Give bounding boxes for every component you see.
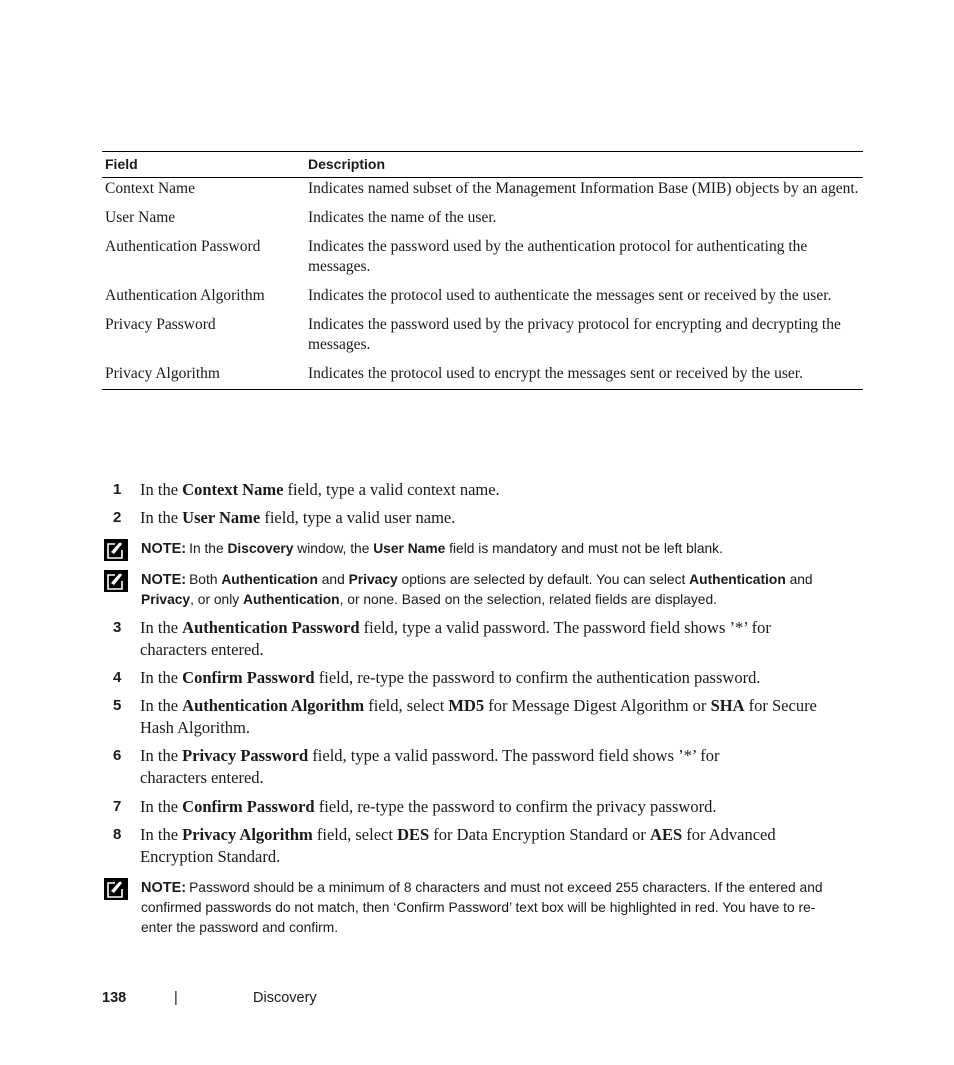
emphasis-term: AES xyxy=(650,825,683,844)
step-number: 7 xyxy=(113,798,122,815)
header-description: Description xyxy=(305,152,863,178)
emphasis-term: Authentication xyxy=(243,592,340,607)
emphasis-term: MD5 xyxy=(448,696,485,715)
emphasis-term: User Name xyxy=(182,508,261,527)
note-label: NOTE: xyxy=(141,572,187,588)
table-row xyxy=(102,207,863,236)
step-number: 8 xyxy=(113,826,122,843)
table-row xyxy=(102,314,863,363)
step-number: 1 xyxy=(113,481,122,498)
emphasis-term: Authentication Password xyxy=(182,618,360,637)
page-number: 138 xyxy=(102,990,127,1006)
field-cell: User Name xyxy=(105,209,176,226)
field-cell: Privacy Algorithm xyxy=(102,363,305,390)
note-body: In the Discovery window, the User Name field is mandatory and must not be left blank. xyxy=(189,541,723,556)
emphasis-term: Confirm Password xyxy=(182,797,315,816)
emphasis-term: Privacy xyxy=(348,572,398,587)
step-number: 4 xyxy=(113,669,122,686)
emphasis-term: Confirm Password xyxy=(182,668,315,687)
header-field: Field xyxy=(102,152,305,178)
emphasis-term: Privacy Algorithm xyxy=(182,825,313,844)
emphasis-term: Context Name xyxy=(182,480,284,499)
emphasis-term: SHA xyxy=(710,696,745,715)
table-row xyxy=(102,285,863,314)
description-cell: Indicates the protocol used to authenticate the messages sent or received by the user. xyxy=(308,287,832,304)
table-row xyxy=(102,236,863,285)
step-text: In the Authentication Algorithm field, select MD5 for Message Digest Algorithm or SHA for Secure Hash Algorithm. xyxy=(140,696,817,737)
step-number: 3 xyxy=(113,619,122,636)
step-text: In the Confirm Password field, re-type the password to confirm the privacy password. xyxy=(140,797,717,816)
note-body: Password should be a minimum of 8 characters and must not exceed 255 characters. If the entered and confirmed passwords do not match, then ‘Confirm Password’ text box will be highlighted in red. You have to re- enter the password and confirm. xyxy=(141,880,823,935)
field-description-table xyxy=(102,151,863,390)
field-cell: Authentication Password xyxy=(105,238,261,255)
step-text: In the User Name field, type a valid user name. xyxy=(140,508,456,527)
pencil-note-icon xyxy=(104,570,128,592)
table-row xyxy=(102,178,863,208)
footer-separator: | xyxy=(174,990,178,1006)
step-number: 5 xyxy=(113,697,122,714)
note-label: NOTE: xyxy=(141,880,187,896)
emphasis-term: DES xyxy=(397,825,430,844)
note-label: NOTE: xyxy=(141,541,187,557)
emphasis-term: Authentication Algorithm xyxy=(182,696,365,715)
emphasis-term: Privacy xyxy=(141,592,191,607)
footer-section: Discovery xyxy=(253,990,317,1006)
note-text xyxy=(141,878,863,938)
description-cell: Indicates the password used by the authentication protocol for authenticating the messages. xyxy=(308,238,808,275)
note-body: Both Authentication and Privacy options are selected by default. You can select Authentication and Privacy, or only Authentication, or none. Based on the selection, related fields are displayed. xyxy=(141,572,813,607)
step-number: 6 xyxy=(113,747,122,764)
step-text: In the Context Name field, type a valid context name. xyxy=(140,480,500,499)
step-number: 2 xyxy=(113,509,122,526)
table-row xyxy=(102,363,863,390)
description-cell: Indicates the protocol used to encrypt the messages sent or received by the user. xyxy=(305,363,863,390)
pencil-note-icon xyxy=(104,539,128,561)
step-text: In the Privacy Password field, type a valid password. The password field shows ’*’ for characters entered. xyxy=(140,746,720,787)
emphasis-term: User Name xyxy=(373,541,446,556)
emphasis-term: Authentication xyxy=(221,572,318,587)
emphasis-term: Discovery xyxy=(227,541,294,556)
field-cell: Privacy Password xyxy=(105,316,216,333)
description-cell: Indicates the name of the user. xyxy=(308,209,497,226)
field-cell: Context Name xyxy=(105,180,195,197)
field-cell: Authentication Algorithm xyxy=(105,287,265,304)
step-text: In the Privacy Algorithm field, select DES for Data Encryption Standard or AES for Advanced Encryption Standard. xyxy=(140,825,776,866)
note-text xyxy=(141,539,863,559)
pencil-note-icon xyxy=(104,878,128,900)
note-text xyxy=(141,570,863,610)
emphasis-term: Privacy Password xyxy=(182,746,309,765)
step-text: In the Confirm Password field, re-type the password to confirm the authentication password. xyxy=(140,668,761,687)
emphasis-term: Authentication xyxy=(689,572,786,587)
description-cell: Indicates the password used by the privacy protocol for encrypting and decrypting the messages. xyxy=(308,316,841,353)
description-cell: Indicates named subset of the Management Information Base (MIB) objects by an agent. xyxy=(308,180,859,197)
table-header-row xyxy=(102,152,863,178)
step-text: In the Authentication Password field, type a valid password. The password field shows ’*’ for characters entered. xyxy=(140,618,771,659)
